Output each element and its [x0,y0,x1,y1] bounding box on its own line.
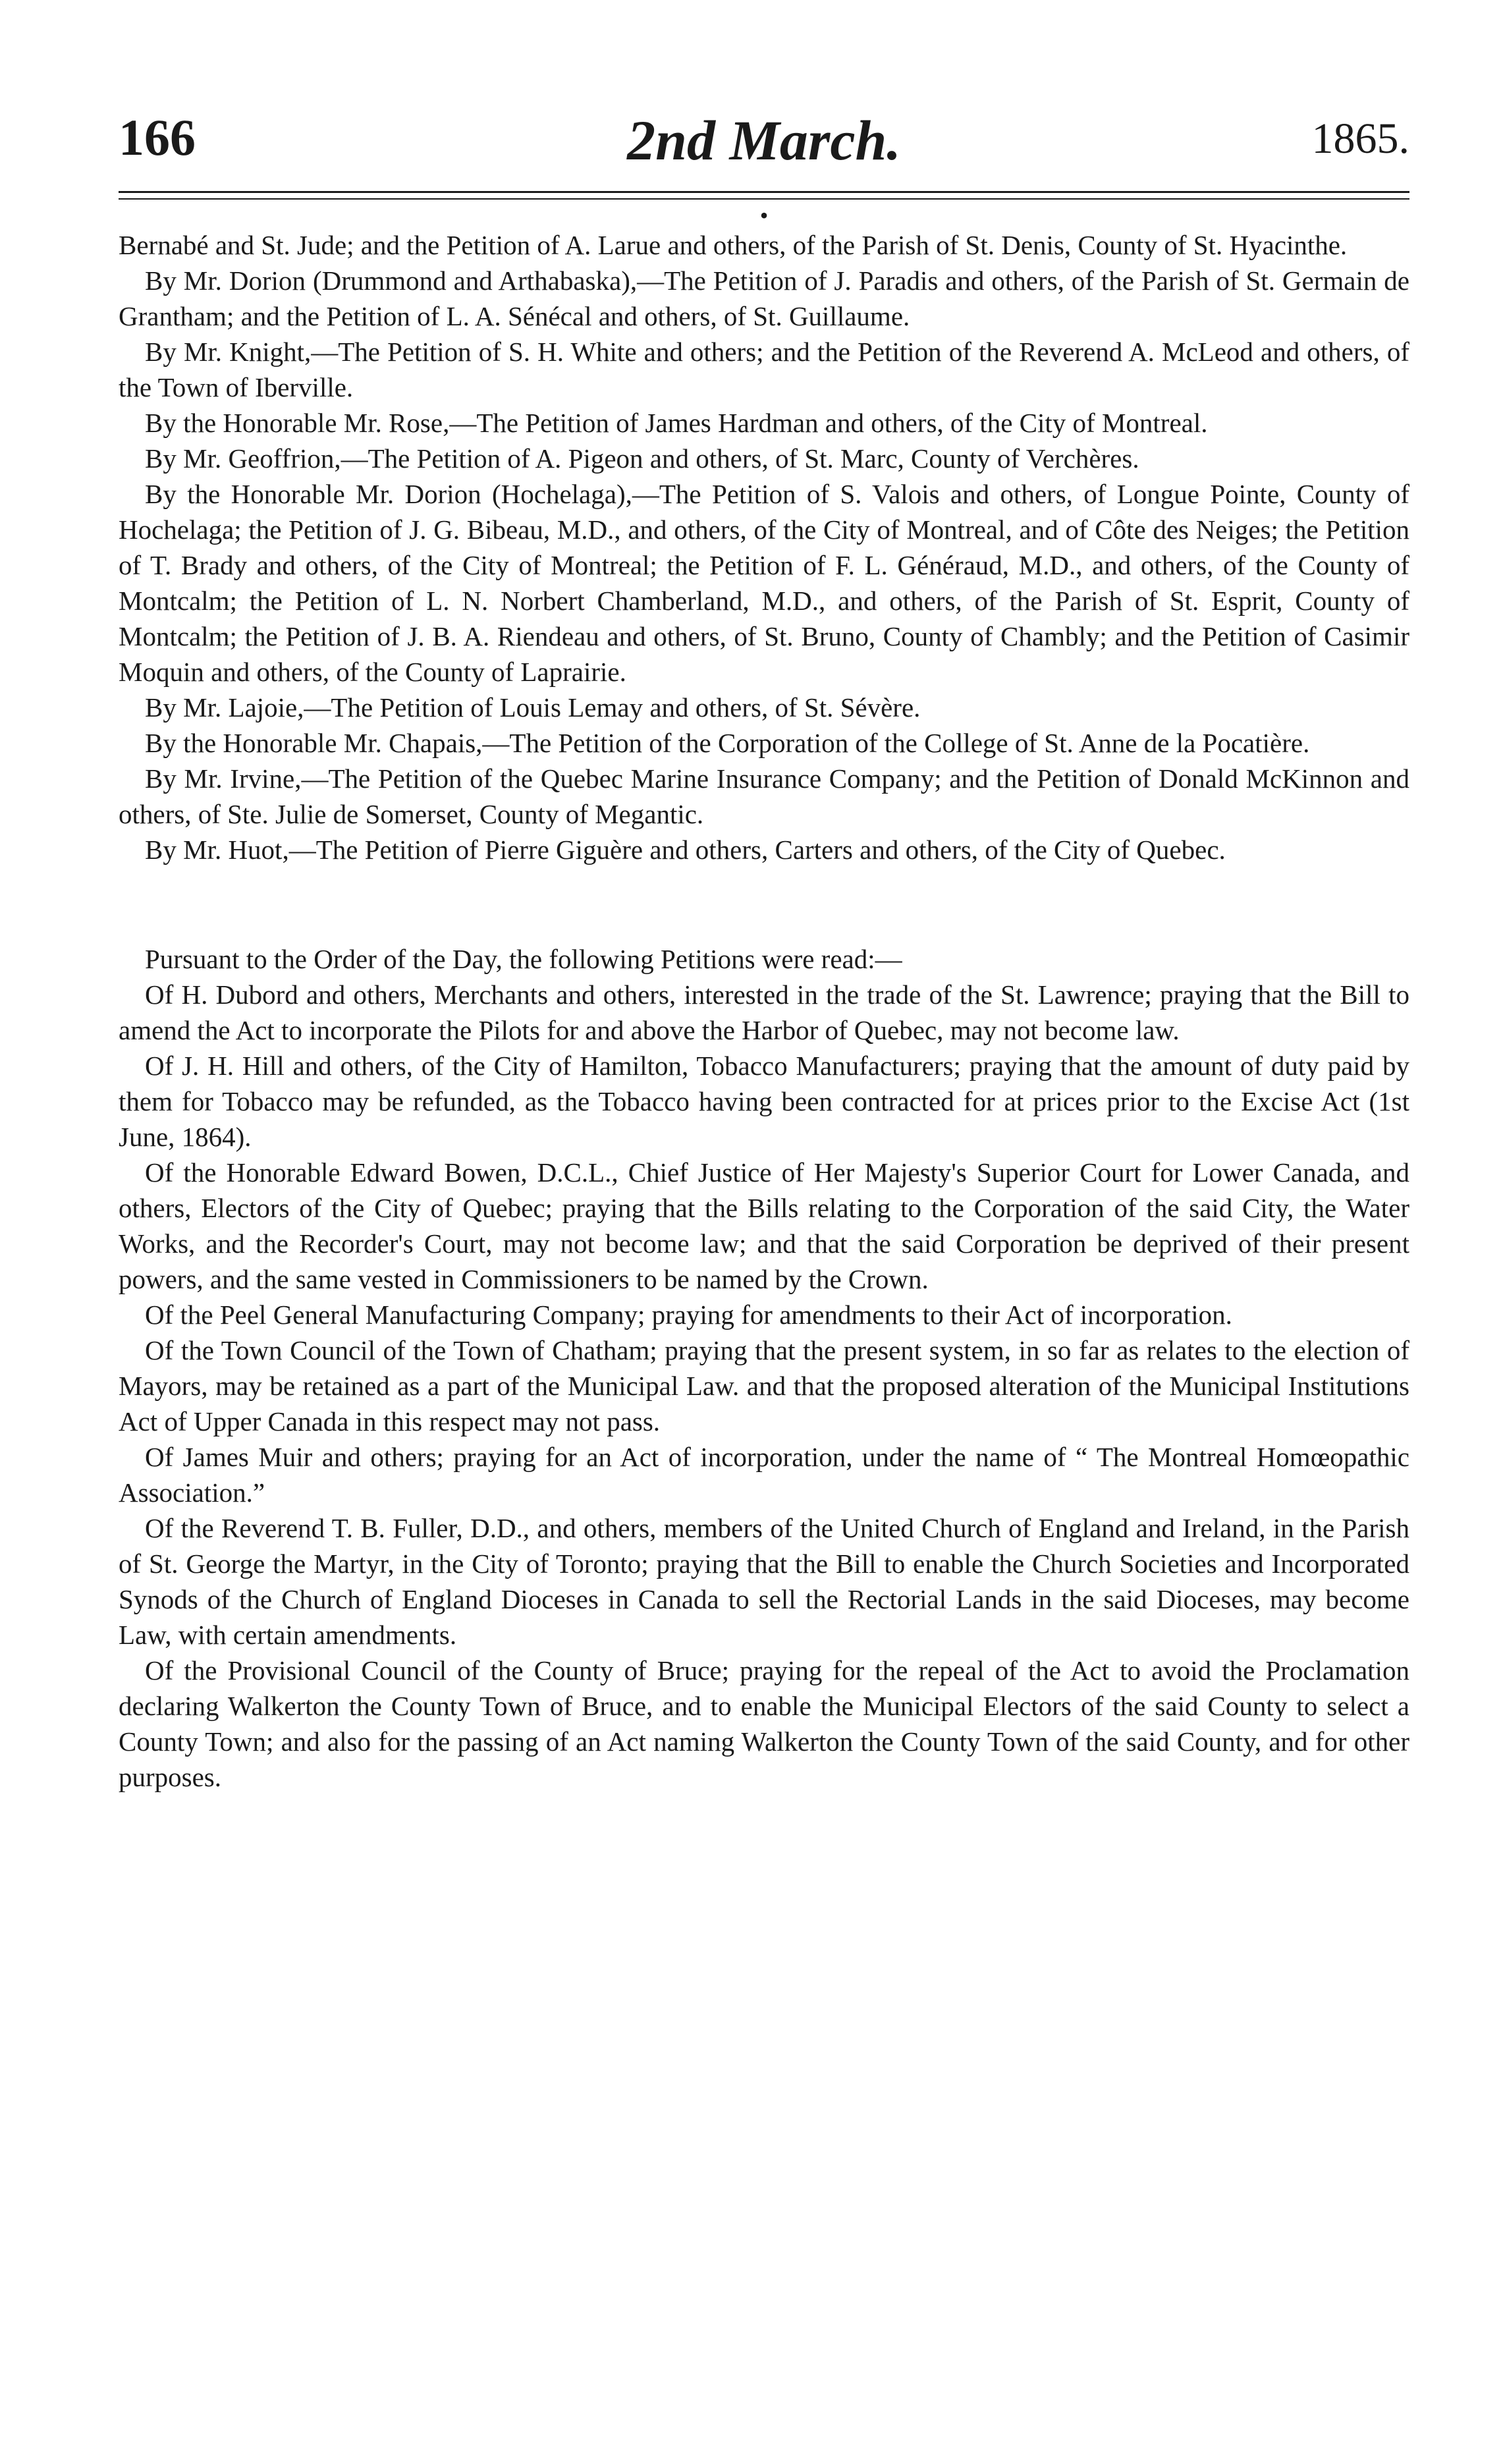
paragraph-presented-2: By Mr. Knight,—The Petition of S. H. White and others; and the Petition of the Reverend A. McLeod and others, of the Town of Iberville. [119,337,1409,402]
paragraph-presented-7: By the Honorable Mr. Chapais,—The Petition of the Corporation of the College of St. Anne de la Pocatière. [145,728,1310,758]
paragraph-read-5: Of the Town Council of the Town of Chatham; praying that the present system, in so far as relates to the election of Mayors, may be retained as a part of the Municipal Law. and that the proposed alteration of the Municipal Institutions Act of Upper Canada in this respect may not pass. [119,1335,1409,1437]
paragraph-read-3: Of the Honorable Edward Bowen, D.C.L., Chief Justice of Her Majesty's Superior Court for Lower Canada, and others, Electors of the City of Quebec; praying that the Bills relating to the Corporation of the said City, the Water Works, and the Recorder's Court, may not become law; and that the said Corporation be deprived of their present powers, and the same vested in Commissioners to be named by the Crown. [119,1157,1409,1294]
paragraph-presented-3: By the Honorable Mr. Rose,—The Petition of James Hardman and others, of the City of Montreal. [145,408,1208,438]
paragraph-read-1: Of H. Dubord and others, Merchants and others, interested in the trade of the St. Lawrence; praying that the Bill to amend the Act to incorporate the Pilots for and above the Harbor of Quebec, may not become law. [119,979,1409,1045]
paragraph-presented-5: By the Honorable Mr. Dorion (Hochelaga),—The Petition of S. Valois and others, of Longue Pointe, County of Hochelaga; the Petition of J. G. Bibeau, M.D., and others, of the City of Montreal, and of Côte des Neiges; the Petition of T. Brady and others, of the City of Montreal; the Petition of F. L. Généraud, M.D., and others, of the County of Montcalm; the Petition of L. N. Norbert Chamberland, M.D., and others, of the Parish of St. Esprit, County of Montcalm; the Petition of J. B. A. Riendeau and others, of St. Bruno, County of Chambly; and the Petition of Casimir Moquin and others, of the County of Laprairie. [119,479,1409,687]
header-rule [119,191,1409,193]
paragraph-read-7: Of the Reverend T. B. Fuller, D.D., and others, members of the United Church of England and Ireland, in the Parish of St. George the Martyr, in the City of Toronto; praying that the Bill to enable the Church Societies and Incorporated Synods of the Church of England Dioceses in Canada to sell the Rectorial Lands in the said Dioceses, may become Law, with certain amendments. [119,1513,1409,1650]
paragraph-presented-4: By Mr. Geoffrion,—The Petition of A. Pigeon and others, of St. Marc, County of Verchères. [145,443,1139,474]
journal-page [119,109,1409,1795]
paragraph-presented-1: By Mr. Dorion (Drummond and Arthabaska),—The Petition of J. Paradis and others, of the Parish of St. Germain de Grantham; and the Petition of L. A. Sénécal and others, of St. Guillaume. [119,265,1409,331]
section-gap [119,867,1409,941]
rule-ornament: • [759,202,769,229]
petitions-read [119,941,1409,1795]
paragraph-read-0: Pursuant to the Order of the Day, the following Petitions were read:— [145,944,902,974]
paragraph-presented-8: By Mr. Irvine,—The Petition of the Quebec Marine Insurance Company; and the Petition of Donald McKinnon and others, of Ste. Julie de Somerset, County of Megantic. [119,763,1409,829]
page-header [119,109,1409,184]
paragraph-read-2: Of J. H. Hill and others, of the City of Hamilton, Tobacco Manufacturers; praying that the amount of duty paid by them for Tobacco may be refunded, as the Tobacco having been contracted for at prices prior to the Excise Act (1st June, 1864). [119,1051,1409,1152]
header-rule-second [119,198,1409,200]
paragraph-presented-6: By Mr. Lajoie,—The Petition of Louis Lemay and others, of St. Sévère. [145,692,921,723]
paragraph-presented-9: By Mr. Huot,—The Petition of Pierre Giguère and others, Carters and others, of the City of Quebec. [145,835,1226,865]
paragraph-presented-0: Bernabé and St. Jude; and the Petition of A. Larue and others, of the Parish of St. Denis, County of St. Hyacinthe. [119,230,1348,260]
page-year: 1865. [1311,115,1409,163]
page-date: 2nd March. [627,109,901,172]
petitions-presented [119,227,1409,867]
paragraph-read-8: Of the Provisional Council of the County of Bruce; praying for the repeal of the Act to avoid the Proclamation declaring Walkerton the County Town of Bruce, and to enable the Municipal Electors of the said County to select a County Town; and also for the passing of an Act naming Walkerton the County Town of the said County, and for other purposes. [119,1655,1409,1792]
page-number: 166 [119,109,196,166]
paragraph-read-4: Of the Peel General Manufacturing Company; praying for amendments to their Act of incorporation. [145,1300,1232,1330]
paragraph-read-6: Of James Muir and others; praying for an Act of incorporation, under the name of “ The Montreal Homœopathic Association.” [119,1442,1409,1508]
